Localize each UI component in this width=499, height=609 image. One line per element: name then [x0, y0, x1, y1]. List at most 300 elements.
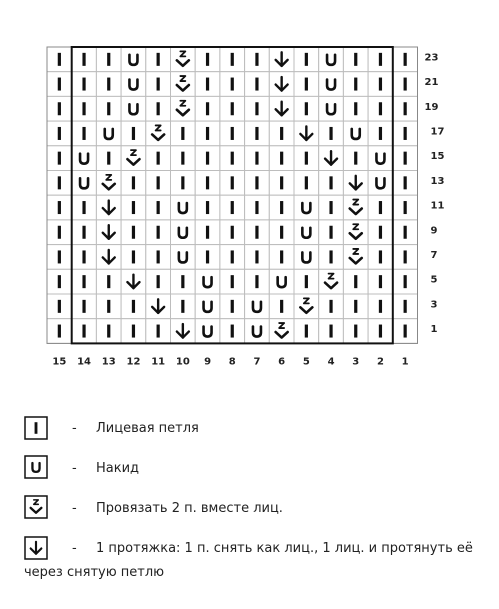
chart-cell	[47, 220, 72, 245]
chart-cell	[96, 245, 121, 270]
chart-cell	[294, 96, 319, 121]
column-label: 5	[302, 356, 310, 368]
row-label: 7	[430, 249, 438, 261]
knit-stitch-icon	[231, 176, 234, 189]
knit-stitch-icon	[24, 416, 48, 440]
chart-cell	[146, 195, 171, 220]
chart-cell	[294, 47, 319, 72]
knit-stitch-icon	[305, 275, 308, 288]
row-label: 1	[430, 324, 438, 336]
chart-cell	[96, 96, 121, 121]
chart-cell	[245, 146, 270, 171]
chart-cell	[245, 96, 270, 121]
chart-cell	[343, 171, 368, 196]
chart-cell	[171, 220, 196, 245]
chart-cell	[294, 146, 319, 171]
row-label: 3	[430, 299, 438, 311]
chart-cell	[195, 171, 220, 196]
knit-stitch-icon	[379, 275, 382, 288]
column-label: 9	[204, 356, 212, 368]
chart-cell	[245, 195, 270, 220]
chart-cell	[368, 319, 393, 344]
chart-cell	[368, 121, 393, 146]
chart-cell	[343, 294, 368, 319]
chart-cell	[121, 47, 146, 72]
knit-stitch-icon	[354, 78, 357, 91]
knit-stitch-icon	[280, 226, 283, 239]
knit-stitch-icon	[231, 152, 234, 165]
knit-stitch-icon	[132, 127, 135, 140]
chart-cell	[343, 245, 368, 270]
chart-cell	[220, 121, 245, 146]
knit-stitch-icon	[206, 250, 209, 263]
chart-cell	[393, 72, 418, 97]
chart-cell	[343, 47, 368, 72]
chart-cell	[72, 146, 97, 171]
knit-stitch-icon	[231, 226, 234, 239]
chart-cell	[393, 220, 418, 245]
chart-cell	[393, 96, 418, 121]
knit-stitch-icon	[107, 53, 110, 66]
knit-stitch-icon	[379, 226, 382, 239]
chart-cell	[96, 47, 121, 72]
knit-stitch-icon	[404, 325, 407, 338]
chart-cell	[96, 72, 121, 97]
knit-stitch-icon	[206, 102, 209, 115]
knit-stitch-icon	[82, 226, 85, 239]
chart-cell	[245, 294, 270, 319]
chart-cell	[220, 294, 245, 319]
chart-cell	[368, 269, 393, 294]
knit-stitch-icon	[58, 226, 61, 239]
knit-stitch-icon	[329, 226, 332, 239]
knit-stitch-icon	[305, 78, 308, 91]
knit-stitch-icon	[404, 127, 407, 140]
chart-cell	[393, 269, 418, 294]
column-label: 10	[175, 356, 190, 368]
row-label: 13	[430, 175, 445, 187]
knit-stitch-icon	[157, 176, 160, 189]
k2tog-icon	[24, 495, 48, 519]
knit-stitch-icon	[379, 201, 382, 214]
chart-cell	[393, 121, 418, 146]
knit-stitch-icon	[255, 53, 258, 66]
chart-cell	[195, 245, 220, 270]
row-label: 11	[430, 200, 445, 212]
knit-stitch-icon	[82, 275, 85, 288]
knit-stitch-icon	[379, 250, 382, 263]
chart-cell	[146, 294, 171, 319]
chart-cell	[72, 294, 97, 319]
chart-cell	[319, 121, 344, 146]
knit-stitch-icon	[329, 176, 332, 189]
knit-stitch-icon	[107, 78, 110, 91]
chart-cell	[47, 319, 72, 344]
knit-stitch-icon	[379, 102, 382, 115]
chart-cell	[319, 146, 344, 171]
chart-cell	[245, 245, 270, 270]
chart-cell	[96, 195, 121, 220]
chart-cell	[319, 319, 344, 344]
chart-cell	[72, 72, 97, 97]
knit-stitch-icon	[379, 127, 382, 140]
chart-cell	[343, 319, 368, 344]
chart-cell	[146, 146, 171, 171]
row-label: 9	[430, 225, 438, 237]
knit-stitch-icon	[157, 201, 160, 214]
chart-cell	[72, 195, 97, 220]
knit-stitch-icon	[157, 250, 160, 263]
chart-cell	[47, 269, 72, 294]
knit-stitch-icon	[157, 275, 160, 288]
column-label: 6	[278, 356, 286, 368]
chart-cell	[269, 294, 294, 319]
row-label: 19	[424, 101, 439, 113]
knit-stitch-icon	[132, 176, 135, 189]
chart-cell	[146, 220, 171, 245]
chart-cell	[171, 146, 196, 171]
column-label: 11	[151, 356, 166, 368]
knit-stitch-icon	[206, 78, 209, 91]
chart-cell	[269, 269, 294, 294]
chart-cell	[220, 72, 245, 97]
knit-stitch-icon	[404, 176, 407, 189]
knit-stitch-icon	[58, 176, 61, 189]
knit-stitch-icon	[181, 127, 184, 140]
chart-cell	[47, 171, 72, 196]
knit-stitch-icon	[206, 53, 209, 66]
knit-stitch-icon	[157, 53, 160, 66]
chart-cell	[343, 96, 368, 121]
knit-stitch-icon	[58, 152, 61, 165]
chart-cell	[220, 220, 245, 245]
chart-cell	[269, 121, 294, 146]
knit-stitch-icon	[255, 275, 258, 288]
knit-stitch-icon	[255, 176, 258, 189]
knit-stitch-icon	[404, 226, 407, 239]
knit-stitch-icon	[255, 226, 258, 239]
knit-stitch-icon	[58, 78, 61, 91]
chart-cell	[294, 121, 319, 146]
chart-cell	[146, 47, 171, 72]
chart-cell	[220, 171, 245, 196]
knit-stitch-icon	[280, 127, 283, 140]
chart-cell	[393, 294, 418, 319]
chart-cell	[96, 294, 121, 319]
chart-cell	[319, 269, 344, 294]
knit-stitch-icon	[255, 250, 258, 263]
chart-cell	[368, 220, 393, 245]
chart-cell	[294, 72, 319, 97]
chart-cell	[269, 220, 294, 245]
chart-cell	[343, 121, 368, 146]
knit-stitch-icon	[58, 300, 61, 313]
chart-cell	[72, 121, 97, 146]
chart-cell	[146, 245, 171, 270]
chart-cell	[47, 47, 72, 72]
chart-cell	[47, 72, 72, 97]
chart-cell	[146, 319, 171, 344]
legend-label-k2tog: Провязать 2 п. вместе лиц.	[96, 501, 283, 516]
chart-cell	[195, 195, 220, 220]
chart-cell	[171, 121, 196, 146]
chart-cell	[269, 319, 294, 344]
chart-cell	[393, 319, 418, 344]
chart-cell	[319, 220, 344, 245]
knit-stitch-icon	[255, 102, 258, 115]
chart-cell	[319, 195, 344, 220]
knit-stitch-icon	[231, 78, 234, 91]
chart-cell	[368, 245, 393, 270]
chart-cell	[195, 121, 220, 146]
chart-cell	[269, 47, 294, 72]
chart-cell	[47, 294, 72, 319]
chart-cell	[245, 269, 270, 294]
chart-cell	[72, 319, 97, 344]
slip-knit-pass-icon	[24, 536, 48, 560]
legend-dash: -	[72, 501, 77, 516]
chart-cell	[245, 47, 270, 72]
knit-stitch-icon	[157, 152, 160, 165]
chart-cell	[47, 96, 72, 121]
chart-cell	[393, 47, 418, 72]
knit-stitch-icon	[82, 300, 85, 313]
knit-stitch-icon	[206, 226, 209, 239]
knit-stitch-icon	[58, 102, 61, 115]
chart-cell	[220, 245, 245, 270]
chart-cell	[47, 146, 72, 171]
chart-cell	[121, 245, 146, 270]
column-label: 15	[52, 356, 67, 368]
knit-stitch-icon	[329, 127, 332, 140]
chart-cell	[220, 146, 245, 171]
chart-cell	[220, 195, 245, 220]
chart-cell	[393, 245, 418, 270]
chart-cell	[319, 171, 344, 196]
row-label: 15	[430, 151, 445, 163]
chart-cell	[72, 220, 97, 245]
chart-cell	[319, 96, 344, 121]
chart-cell	[294, 319, 319, 344]
chart-cell	[220, 319, 245, 344]
knit-stitch-icon	[181, 300, 184, 313]
knit-stitch-icon	[231, 250, 234, 263]
chart-cell	[195, 220, 220, 245]
knit-stitch-icon	[206, 152, 209, 165]
knit-stitch-icon	[231, 201, 234, 214]
knit-stitch-icon	[280, 176, 283, 189]
chart-cell	[121, 72, 146, 97]
chart-cell	[343, 269, 368, 294]
chart-cell	[343, 72, 368, 97]
chart-cell	[269, 171, 294, 196]
knit-stitch-icon	[404, 275, 407, 288]
knit-stitch-icon	[305, 53, 308, 66]
column-label: 7	[253, 356, 261, 368]
knit-stitch-icon	[280, 250, 283, 263]
column-label: 14	[77, 356, 92, 368]
chart-cell	[269, 146, 294, 171]
chart-cell	[72, 171, 97, 196]
chart-cell	[294, 220, 319, 245]
chart-cell	[146, 72, 171, 97]
knit-stitch-icon	[404, 250, 407, 263]
knit-stitch-icon	[379, 325, 382, 338]
knit-stitch-icon	[206, 176, 209, 189]
knit-stitch-icon	[58, 250, 61, 263]
chart-cell	[245, 72, 270, 97]
chart-cell	[220, 96, 245, 121]
knit-stitch-icon	[354, 102, 357, 115]
chart-cell	[368, 47, 393, 72]
chart-cell	[96, 269, 121, 294]
chart-cell	[121, 319, 146, 344]
knit-stitch-icon	[255, 201, 258, 214]
knit-stitch-icon	[157, 78, 160, 91]
knit-stitch-icon	[255, 127, 258, 140]
chart-cell	[96, 171, 121, 196]
chart-cell	[294, 171, 319, 196]
knit-stitch-icon	[82, 102, 85, 115]
knit-stitch-icon	[107, 152, 110, 165]
knit-stitch-icon	[329, 325, 332, 338]
knit-stitch-icon	[354, 152, 357, 165]
knit-stitch-icon	[231, 127, 234, 140]
knit-stitch-icon	[181, 152, 184, 165]
chart-cell	[343, 146, 368, 171]
chart-cell	[121, 220, 146, 245]
legend-label-knit: Лицевая петля	[96, 421, 199, 436]
knit-stitch-icon	[280, 300, 283, 313]
knit-stitch-icon	[58, 127, 61, 140]
row-label: 5	[430, 274, 438, 286]
chart-cell	[319, 72, 344, 97]
chart-cell	[195, 47, 220, 72]
knit-stitch-icon	[255, 152, 258, 165]
legend-label-skp-continued: через снятую петлю	[24, 565, 165, 580]
knit-stitch-icon	[181, 275, 184, 288]
knit-stitch-icon	[404, 78, 407, 91]
chart-cell	[294, 269, 319, 294]
chart-cell	[72, 47, 97, 72]
chart-cell	[121, 171, 146, 196]
knit-stitch-icon	[305, 152, 308, 165]
chart-cell	[96, 220, 121, 245]
chart-cell	[195, 72, 220, 97]
legend-label-yarn-over: Накид	[96, 461, 140, 476]
chart-cell	[171, 195, 196, 220]
chart-cell	[368, 294, 393, 319]
knit-stitch-icon	[231, 275, 234, 288]
knit-stitch-icon	[354, 300, 357, 313]
chart-cell	[319, 294, 344, 319]
chart-cell	[146, 171, 171, 196]
knit-stitch-icon	[157, 102, 160, 115]
knit-stitch-icon	[206, 201, 209, 214]
chart-cell	[245, 171, 270, 196]
legend-dash: -	[72, 541, 77, 556]
knit-stitch-icon	[404, 53, 407, 66]
knit-stitch-icon	[107, 300, 110, 313]
chart-cell	[47, 195, 72, 220]
chart-cell	[220, 269, 245, 294]
chart-cell	[121, 294, 146, 319]
chart-cell	[393, 171, 418, 196]
chart-cell	[47, 121, 72, 146]
knit-stitch-icon	[132, 250, 135, 263]
column-label: 12	[126, 356, 141, 368]
chart-cell	[195, 146, 220, 171]
knit-stitch-icon	[82, 127, 85, 140]
chart-cell	[171, 47, 196, 72]
knit-stitch-icon	[206, 127, 209, 140]
chart-cell	[393, 146, 418, 171]
chart-cell	[319, 47, 344, 72]
chart-cell	[368, 96, 393, 121]
knit-stitch-icon	[231, 325, 234, 338]
knit-stitch-icon	[82, 250, 85, 263]
chart-cell	[121, 269, 146, 294]
chart-cell	[319, 245, 344, 270]
knit-stitch-icon	[305, 325, 308, 338]
chart-cell	[146, 121, 171, 146]
chart-cell	[294, 245, 319, 270]
row-label: 17	[430, 126, 445, 138]
chart-cell	[343, 220, 368, 245]
chart-cell	[195, 319, 220, 344]
knit-stitch-icon	[132, 226, 135, 239]
chart-cell	[195, 96, 220, 121]
chart-cell	[195, 269, 220, 294]
knit-stitch-icon	[354, 275, 357, 288]
knit-stitch-icon	[280, 201, 283, 214]
chart-cell	[368, 195, 393, 220]
knit-stitch-icon	[379, 78, 382, 91]
chart-cell	[72, 245, 97, 270]
legend-label-skp: 1 протяжка: 1 п. снять как лиц., 1 лиц. и протянуть её	[96, 541, 473, 556]
chart-cell	[146, 269, 171, 294]
row-label: 21	[424, 77, 439, 89]
knit-stitch-icon	[329, 300, 332, 313]
chart-cell	[368, 146, 393, 171]
legend-dash: -	[72, 421, 77, 436]
row-label: 23	[424, 52, 439, 64]
chart-cell	[269, 245, 294, 270]
knit-stitch-icon	[82, 53, 85, 66]
knit-stitch-icon	[354, 325, 357, 338]
chart-cell	[171, 245, 196, 270]
knit-stitch-icon	[82, 201, 85, 214]
column-label: 8	[228, 356, 236, 368]
knit-stitch-icon	[107, 275, 110, 288]
knit-stitch-icon	[231, 102, 234, 115]
chart-cell	[171, 171, 196, 196]
knit-stitch-icon	[305, 176, 308, 189]
knit-stitch-icon	[231, 53, 234, 66]
knit-stitch-icon	[329, 201, 332, 214]
knit-stitch-icon	[132, 300, 135, 313]
chart-cell	[245, 121, 270, 146]
knit-stitch-icon	[231, 300, 234, 313]
chart-cell	[171, 319, 196, 344]
chart-cell	[72, 269, 97, 294]
chart-cell	[121, 121, 146, 146]
chart-cell	[72, 96, 97, 121]
chart-cell	[171, 269, 196, 294]
knit-stitch-icon	[58, 325, 61, 338]
chart-cell	[245, 319, 270, 344]
knit-stitch-icon	[132, 201, 135, 214]
